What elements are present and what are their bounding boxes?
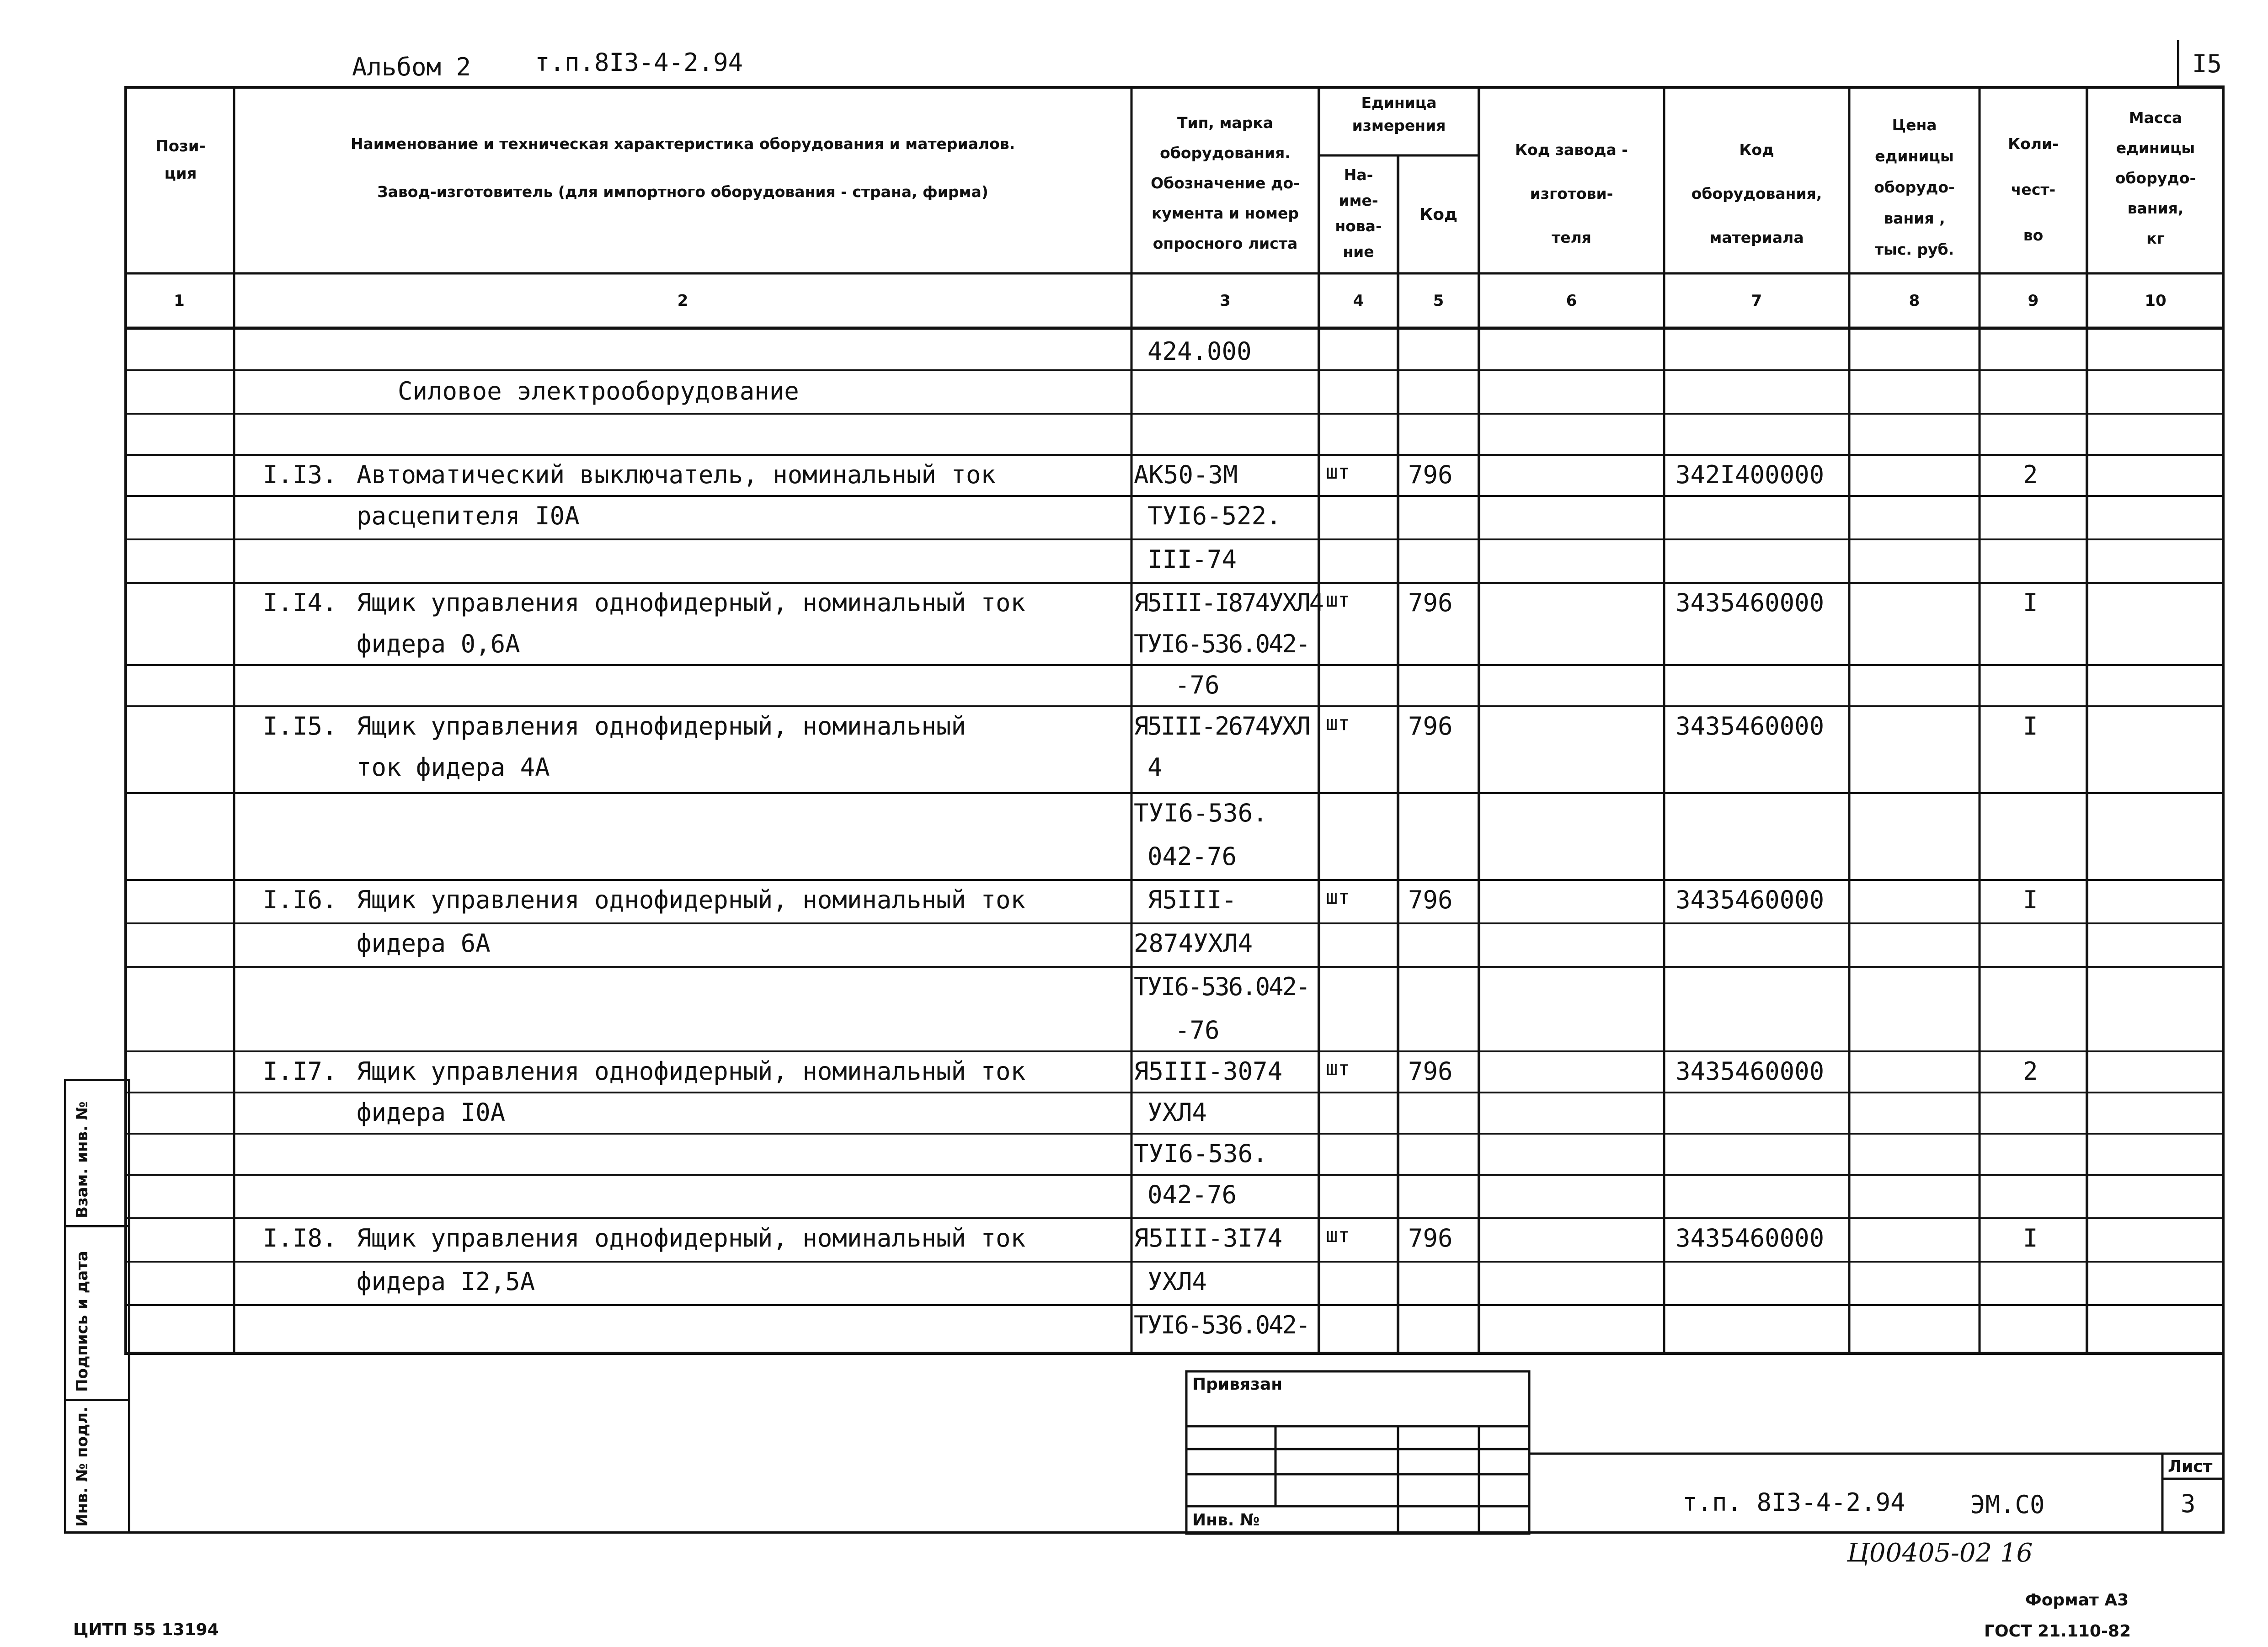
col-num-8: 8 bbox=[1909, 292, 1920, 310]
row-position: I.I5. bbox=[263, 712, 337, 741]
row-name: Ящик управления однофидерный, номинальный ток bbox=[357, 1224, 1025, 1253]
col7-header: Код оборудования, материала bbox=[1691, 141, 1822, 246]
row-type: 042-76 bbox=[1147, 842, 1237, 871]
page-number: I5 bbox=[2192, 49, 2222, 78]
col-num-9: 9 bbox=[2028, 292, 2039, 310]
row-quantity: 2 bbox=[2023, 1057, 2038, 1086]
row-unit-code: 796 bbox=[1408, 460, 1453, 489]
album-label: Альбом 2 bbox=[352, 53, 471, 81]
col4-header: На- име- нова- ние bbox=[1335, 166, 1382, 261]
row-position: I.I7. bbox=[263, 1057, 337, 1086]
row-type: АК50-3М bbox=[1134, 460, 1238, 489]
podpis-label: Подпись и дата bbox=[73, 1251, 91, 1392]
row-type: 042-76 bbox=[1147, 1180, 1237, 1209]
row-name: ток фидера 4А bbox=[357, 753, 550, 782]
col-num-3: 3 bbox=[1220, 292, 1231, 310]
format-label: Формат А3 bbox=[2025, 1591, 2129, 1610]
col5-header: Код bbox=[1419, 205, 1458, 224]
row-unit-code: 796 bbox=[1408, 1057, 1453, 1086]
row-name: Ящик управления однофидерный, номинальный ток bbox=[357, 1057, 1025, 1086]
row-okp-code: 3435460000 bbox=[1676, 1224, 1825, 1253]
row-name: Ящик управления однофидерный, номинальный ток bbox=[357, 885, 1025, 914]
footer-left: ЦИТП 55 13194 bbox=[73, 1620, 219, 1639]
row-type: ТУI6-536. bbox=[1134, 799, 1268, 827]
col-num-10: 10 bbox=[2145, 292, 2167, 310]
row-quantity: 2 bbox=[2023, 460, 2038, 489]
col2-header-line1: Наименование и техническая характеристика оборудования и материалов. bbox=[350, 135, 1015, 153]
row-position: I.I4. bbox=[263, 588, 337, 617]
row-position: I.I8. bbox=[263, 1224, 337, 1253]
row-type: ТУI6-536. bbox=[1134, 1139, 1268, 1168]
row-unit: шт bbox=[1326, 1057, 1350, 1080]
list-label: Лист bbox=[2168, 1457, 2213, 1476]
row-type: 4 bbox=[1147, 753, 1163, 782]
row-name: Автоматический выключатель, номинальный ток bbox=[357, 460, 996, 489]
inv-podl-label: Инв. № подл. bbox=[73, 1406, 91, 1527]
col-num-6: 6 bbox=[1566, 292, 1577, 310]
row-type: -76 bbox=[1175, 1016, 1220, 1045]
row-unit-code: 796 bbox=[1408, 588, 1453, 617]
col45-header: Единица измерения bbox=[1352, 94, 1446, 134]
row-unit: шт bbox=[1326, 1224, 1350, 1247]
col-num-1: 1 bbox=[174, 292, 185, 310]
vzam-inv-label: Взам. инв. № bbox=[73, 1101, 91, 1218]
row-unit-code: 796 bbox=[1408, 712, 1453, 741]
row-type: УХЛ4 bbox=[1147, 1098, 1207, 1127]
row-name: фидера I0А bbox=[357, 1098, 506, 1127]
col6-header: Код завода - изготови- теля bbox=[1515, 141, 1628, 246]
row-unit-code: 796 bbox=[1408, 885, 1453, 914]
col3-header: Тип, марка оборудования. Обозначение до- кумента и номер опросного листа bbox=[1151, 114, 1300, 252]
project-code: т.п.8I3-4-2.94 bbox=[535, 48, 743, 77]
row-type: III-74 bbox=[1147, 545, 1237, 574]
doc-code: т.п. 8I3-4-2.94 bbox=[1682, 1488, 1905, 1517]
col1-header: Пози- ция bbox=[155, 137, 206, 183]
row-type: -76 bbox=[1175, 671, 1220, 699]
row-type: Я5III-I874УХЛ4 bbox=[1134, 588, 1323, 617]
row-type: 2874УХЛ4 bbox=[1134, 929, 1253, 958]
footer-right: ГОСТ 21.110-82 bbox=[1984, 1622, 2131, 1641]
row-name: Ящик управления однофидерный, номинальный bbox=[357, 712, 966, 741]
handwritten-note: Ц00405-02 16 bbox=[1847, 1538, 2033, 1568]
row-quantity: I bbox=[2023, 1224, 2038, 1253]
row-type: ТУI6-536.042- bbox=[1134, 629, 1309, 658]
row-okp-code: 342I400000 bbox=[1676, 460, 1825, 489]
row-type: 424.000 bbox=[1147, 337, 1252, 366]
row-type: ТУI6-536.042- bbox=[1134, 1311, 1309, 1339]
row-type: Я5III- bbox=[1147, 885, 1237, 914]
row-quantity: I bbox=[2023, 712, 2038, 741]
row-type: ТУI6-536.042- bbox=[1134, 972, 1309, 1001]
col-num-2: 2 bbox=[677, 292, 688, 310]
row-unit: шт bbox=[1326, 588, 1350, 612]
inv-no-label: Инв. № bbox=[1192, 1511, 1260, 1530]
row-name: фидера I2,5А bbox=[357, 1267, 535, 1296]
col10-header: Масса единицы оборудо- вания, кг bbox=[2115, 109, 2196, 247]
row-quantity: I bbox=[2023, 588, 2038, 617]
col8-header: Цена единицы оборудо- вания , тыс. руб. bbox=[1874, 116, 1955, 258]
row-unit-code: 796 bbox=[1408, 1224, 1453, 1253]
row-name: расцепителя I0А bbox=[357, 501, 580, 530]
row-type: УХЛ4 bbox=[1147, 1267, 1207, 1296]
list-number: 3 bbox=[2181, 1489, 2196, 1518]
row-position: I.I6. bbox=[263, 885, 337, 914]
row-type: Я5III-3I74 bbox=[1134, 1224, 1283, 1253]
row-okp-code: 3435460000 bbox=[1676, 712, 1825, 741]
row-unit: шт bbox=[1326, 885, 1350, 909]
row-quantity: I bbox=[2023, 885, 2038, 914]
col9-header: Коли- чест- во bbox=[2008, 135, 2059, 244]
row-type: ТУI6-522. bbox=[1147, 501, 1281, 530]
row-name: фидера 0,6А bbox=[357, 629, 520, 658]
col-num-4: 4 bbox=[1353, 292, 1364, 310]
doc-suffix: ЭМ.С0 bbox=[1970, 1490, 2045, 1519]
privyazan-label: Привязан bbox=[1192, 1375, 1283, 1394]
row-type: Я5III-2674УХЛ bbox=[1134, 712, 1309, 741]
row-position: I.I3. bbox=[263, 460, 337, 489]
row-type: Я5III-3074 bbox=[1134, 1057, 1283, 1086]
col-num-7: 7 bbox=[1751, 292, 1762, 310]
row-unit: шт bbox=[1326, 712, 1350, 735]
col2-header-line2: Завод-изготовитель (для импортного оборудования - страна, фирма) bbox=[377, 183, 988, 201]
row-okp-code: 3435460000 bbox=[1676, 885, 1825, 914]
col-num-5: 5 bbox=[1433, 292, 1444, 310]
row-name: Силовое электрооборудование bbox=[398, 377, 799, 405]
row-name: Ящик управления однофидерный, номинальный ток bbox=[357, 588, 1025, 617]
row-okp-code: 3435460000 bbox=[1676, 1057, 1825, 1086]
row-okp-code: 3435460000 bbox=[1676, 588, 1825, 617]
row-unit: шт bbox=[1326, 460, 1350, 484]
row-name: фидера 6А bbox=[357, 929, 491, 958]
